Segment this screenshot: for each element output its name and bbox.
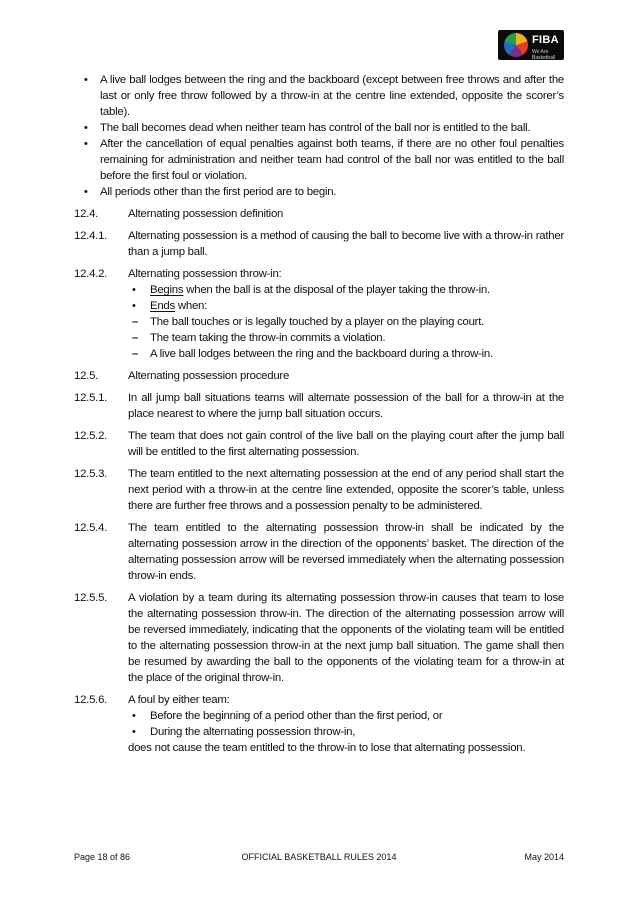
paragraph-text: The team that does not gain control of the live ball on the playing court after the jump ball will be entitled to the first alternating possession. <box>128 430 564 458</box>
section-heading-12-4 <box>74 206 564 222</box>
page-number: Page 18 of 86 <box>74 852 131 862</box>
list-item: • Before the beginning of a period other than the first period, or <box>128 708 564 724</box>
list-item: • The ball becomes dead when neither team has control of the ball nor is entitled to the ball. <box>74 120 564 136</box>
paragraph-number: 12.4.2. <box>74 268 108 280</box>
page-footer <box>74 852 564 866</box>
paragraph-text: Alternating possession throw-in: <box>128 268 282 280</box>
paragraph-text: A foul by either team: <box>128 694 230 706</box>
keyword-begins: Begins <box>150 284 184 296</box>
paragraph-number: 12.5.1. <box>74 392 108 404</box>
logo-tagline: We Are Basketball <box>532 49 556 61</box>
paragraph-number: 12.5.3. <box>74 468 108 480</box>
paragraph-text: In all jump ball situations teams will alternate possession of the ball for a throw-in at the place nearest to where the jump ball situation occurs. <box>128 392 564 420</box>
paragraph-12-5-3 <box>74 466 564 514</box>
paragraph-number: 12.5.4. <box>74 522 108 534</box>
section-heading-12-5 <box>74 368 564 384</box>
list-item-ends <box>128 298 564 362</box>
paragraph-12-5-1 <box>74 390 564 422</box>
dash-item: – The team taking the throw-in commits a violation. <box>128 330 564 346</box>
section-title: Alternating possession definition <box>128 208 284 220</box>
list-item-text: when: <box>174 300 208 312</box>
paragraph-12-4-2 <box>74 266 564 362</box>
section-number: 12.4. <box>74 208 99 220</box>
document-date: May 2014 <box>524 852 564 862</box>
dash-item: – A live ball lodges between the ring and the backboard during a throw-in. <box>128 346 564 362</box>
list-item: • A live ball lodges between the ring and the backboard (except between free throws and after the last or only free throw followed by a throw-in at the centre line extended, opposite the scorer’s table). <box>74 72 564 120</box>
basketball-icon <box>504 33 528 57</box>
continued-bullet-list <box>74 72 564 200</box>
keyword-ends: Ends <box>150 300 175 312</box>
paragraph-text: Alternating possession is a method of causing the ball to become live with a throw-in rather than a jump ball. <box>128 230 564 258</box>
section-number: 12.5. <box>74 370 99 382</box>
list-item-begins <box>128 282 564 298</box>
bullet-list <box>128 282 564 362</box>
paragraph-12-5-4 <box>74 520 564 584</box>
page-content <box>74 72 564 762</box>
list-item: • During the alternating possession throw-in, <box>128 724 564 740</box>
paragraph-text: The team entitled to the next alternating possession at the end of any period shall start the next period with a throw-in at the centre line extended, opposite the scorer’s table, unless there are further free throws and a possession penalty to be administered. <box>128 468 564 512</box>
paragraph-number: 12.5.5. <box>74 592 108 604</box>
paragraph-number: 12.5.2. <box>74 430 108 442</box>
paragraph-closing-text: does not cause the team entitled to the throw-in to lose that alternating possession. <box>128 742 526 754</box>
list-item: • All periods other than the first period are to begin. <box>74 184 564 200</box>
logo-word: FIBA <box>532 34 559 46</box>
dash-list <box>150 314 564 362</box>
fiba-logo <box>498 30 564 60</box>
paragraph-12-5-2 <box>74 428 564 460</box>
list-item-text: when the ball is at the disposal of the player taking the throw-in. <box>183 284 490 296</box>
dash-item: – The ball touches or is legally touched by a player on the playing court. <box>128 314 564 330</box>
document-title: OFFICIAL BASKETBALL RULES 2014 <box>241 852 397 862</box>
paragraph-number: 12.5.6. <box>74 694 108 706</box>
paragraph-number: 12.4.1. <box>74 230 108 242</box>
paragraph-12-5-6 <box>74 692 564 756</box>
paragraph-body <box>128 692 564 756</box>
list-item: • After the cancellation of equal penalties against both teams, if there are no other foul penalties remaining for administration and neither team had control of the ball nor was entitled to the ball before the first foul or violation. <box>74 136 564 184</box>
paragraph-12-4-1 <box>74 228 564 260</box>
paragraph-12-5-5 <box>74 590 564 686</box>
paragraph-body <box>128 266 564 362</box>
bullet-list <box>128 708 564 740</box>
paragraph-text: A violation by a team during its alternating possession throw-in causes that team to lose the alternating possession throw-in. The direction of the alternating possession arrow will be reversed immediately, indicating that the opponents of the violating team will be entitled to the alternating possession throw-in at the next jump ball situation. The game shall then be resumed by awarding the ball to the opponents of the violating team for a throw-in at the place of the original throw-in. <box>128 592 564 684</box>
paragraph-text: The team entitled to the alternating possession throw-in shall be indicated by the alternating possession arrow in the direction of the opponents’ basket. The direction of the alternating possession arrow will be reversed immediately when the alternating possession throw-in ends. <box>128 522 564 582</box>
section-title: Alternating possession procedure <box>128 370 290 382</box>
